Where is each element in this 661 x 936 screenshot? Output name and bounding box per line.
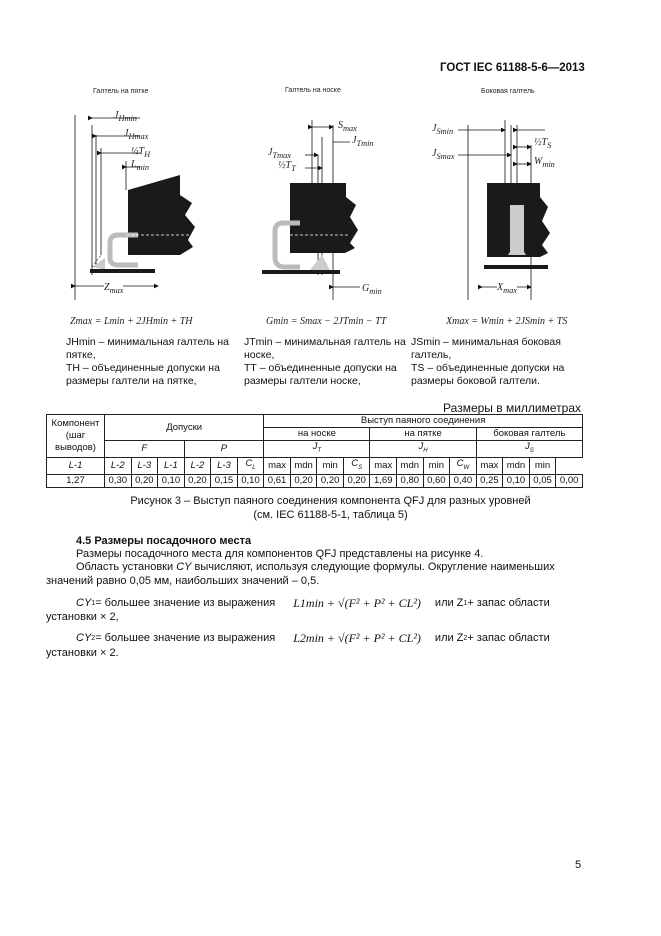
- cy1-line: CY 1 = большее значение из выражения L1min + √(F² + P² + CL²) или Z 1 + запас области: [76, 596, 550, 610]
- header-js: $J_S$: [476, 441, 582, 458]
- panel3-legend: JSmin – минимальная боковая галтель, TS – объединенные допуски на размеры боковой галтели.: [411, 336, 565, 387]
- cy2-formula: L2min + √(F² + P² + CL²): [293, 631, 421, 645]
- figure-drawings: [0, 95, 661, 305]
- subheader-cell: $C_S$: [343, 457, 370, 474]
- table-cell: 0,05: [529, 474, 556, 487]
- section-heading: 4.5 Размеры посадочного места: [76, 535, 252, 547]
- subheader-cell: mdn: [290, 457, 317, 474]
- header-f: F: [105, 441, 185, 458]
- table-cell: 0,20: [290, 474, 317, 487]
- table-cell: 0,10: [158, 474, 185, 487]
- header-jh: $J_H$: [370, 441, 476, 458]
- panel2-formula: Gmin = Smax − 2JTmin − TT: [266, 316, 387, 327]
- dimensions-table: [46, 414, 583, 488]
- panel1-label-half-th: $\frac{1}{2}T_H$: [131, 146, 151, 159]
- panel2-label-smax: $S_{max}$: [338, 120, 357, 133]
- subheader-cell: $C_W$: [450, 457, 477, 474]
- table-cell: 1,69: [370, 474, 397, 487]
- panel1-label-jhmax: $J_{Hmax}$: [124, 128, 149, 141]
- panel1-legend: JHmin – минимальная галтель на пятке, TН – объединенные допуски на размеры галтели на пятке,: [66, 336, 229, 387]
- panel3-formula: Xmax = Wmin + 2JSmin + TS: [446, 316, 568, 327]
- table-cell: 0,40: [450, 474, 477, 487]
- panel3-label-jsmin: $J_{Smin}$: [432, 123, 454, 136]
- panel3-label-half-ts: $\frac{1}{2}T_S$: [534, 137, 552, 150]
- subheader-cell: mdn: [503, 457, 530, 474]
- header-jt: $J_T$: [264, 441, 370, 458]
- panel1-drawing: [75, 115, 195, 300]
- units-label: Размеры в миллиметрах: [443, 401, 581, 415]
- subheader-cell: min: [529, 457, 556, 474]
- table-cell: 0,20: [343, 474, 370, 487]
- subheader-cell: mdn: [397, 457, 424, 474]
- panel3-label-jsmax: $J_{Smax}$: [432, 148, 455, 161]
- subheader-cell: L-2: [105, 457, 132, 474]
- header-tolerances: Допуски: [105, 415, 264, 441]
- paragraph-2: Область установки CY вычисляют, используя следующие формулы. Округление наименьших: [76, 561, 555, 573]
- cy1-formula: L1min + √(F² + P² + CL²): [293, 596, 421, 610]
- panel1-label-zmax: $Z_{max}$: [104, 282, 124, 295]
- subheader-cell: L-3: [131, 457, 158, 474]
- header-p: P: [184, 441, 264, 458]
- table-cell: 0,10: [237, 474, 264, 487]
- table-cell: 0,80: [397, 474, 424, 487]
- cy2-cont: установки × 2.: [46, 647, 119, 659]
- document-header: ГОСТ IEC 61188-5-6—2013: [440, 62, 585, 74]
- subheader-cell: max: [264, 457, 291, 474]
- panel2-label-half-tt: $\frac{1}{2}T_T$: [278, 160, 296, 173]
- panel1-label-jhmin: $J_{Hmin}$: [114, 110, 137, 123]
- table-row: [47, 474, 583, 487]
- panel2-label-jtmin: $J_{Tmin}$: [352, 135, 374, 148]
- panel1-title: Галтель на пятке: [93, 88, 149, 95]
- subheader-cell: L-1: [158, 457, 185, 474]
- panel3-title: Боковая галтель: [481, 88, 535, 95]
- header-toe: на носке: [264, 428, 370, 441]
- paragraph-1: Размеры посадочного места для компонентов QFJ представлены на рисунке 4.: [76, 548, 484, 560]
- subheader-cell: max: [476, 457, 503, 474]
- subheader-cell: L-2: [184, 457, 211, 474]
- header-heel: на пятке: [370, 428, 476, 441]
- cy2-line: CY 2 = большее значение из выражения L2min + √(F² + P² + CL²) или Z 2 + запас области: [76, 631, 550, 645]
- panel2-legend: JTmin – минимальная галтель на носке, TТ – объединенные допуски на размеры галтели носке,: [244, 336, 406, 387]
- subheader-cell: min: [423, 457, 450, 474]
- subheader-cell: min: [317, 457, 344, 474]
- header-component: Компонент (шаг выводов): [47, 415, 105, 458]
- panel2-label-gmin: $G_{min}$: [362, 283, 382, 296]
- panel3-label-xmax: $X_{max}$: [497, 282, 517, 295]
- table-cell: 0,10: [503, 474, 530, 487]
- page-number: 5: [575, 859, 582, 871]
- table-cell: 0,20: [131, 474, 158, 487]
- subheader-cell: L-1: [47, 457, 105, 474]
- subheader-cell: $C_L$: [237, 457, 264, 474]
- table-cell: 0,30: [105, 474, 132, 487]
- table-cell: 0,00: [556, 474, 583, 487]
- subheader-cell: L-3: [211, 457, 238, 474]
- panel1-formula: Zmax = Lmin + 2JHmin + TH: [70, 316, 193, 327]
- table-cell: 0,25: [476, 474, 503, 487]
- subheader-row: [47, 457, 583, 474]
- panel3-label-wmin: $W_{min}$: [534, 156, 555, 169]
- paragraph-2-cont: значений равно 0,05 мм, наибольших значений – 0,5.: [46, 575, 320, 587]
- table-cell: 1,27: [47, 474, 105, 487]
- cy1-cont: установки × 2,: [46, 611, 119, 623]
- figure-caption: Рисунок 3 – Выступ паяного соединения компонента QFJ для разных уровней (см. IEC 61188-5-1, таблица 5): [130, 495, 531, 521]
- header-protrusion: Выступ паяного соединения: [264, 415, 583, 428]
- table-cell: 0,20: [184, 474, 211, 487]
- table-cell: 0,60: [423, 474, 450, 487]
- table-cell: 0,20: [317, 474, 344, 487]
- table-cell: 0,61: [264, 474, 291, 487]
- panel2-label-jtmax: $J_{Tmax}$: [268, 147, 291, 160]
- header-side: боковая галтель: [476, 428, 582, 441]
- panel1-label-lmin: $L_{min}$: [131, 159, 150, 172]
- subheader-cell: max: [370, 457, 397, 474]
- table-cell: 0,15: [211, 474, 238, 487]
- panel2-title: Галтель на носке: [285, 87, 341, 94]
